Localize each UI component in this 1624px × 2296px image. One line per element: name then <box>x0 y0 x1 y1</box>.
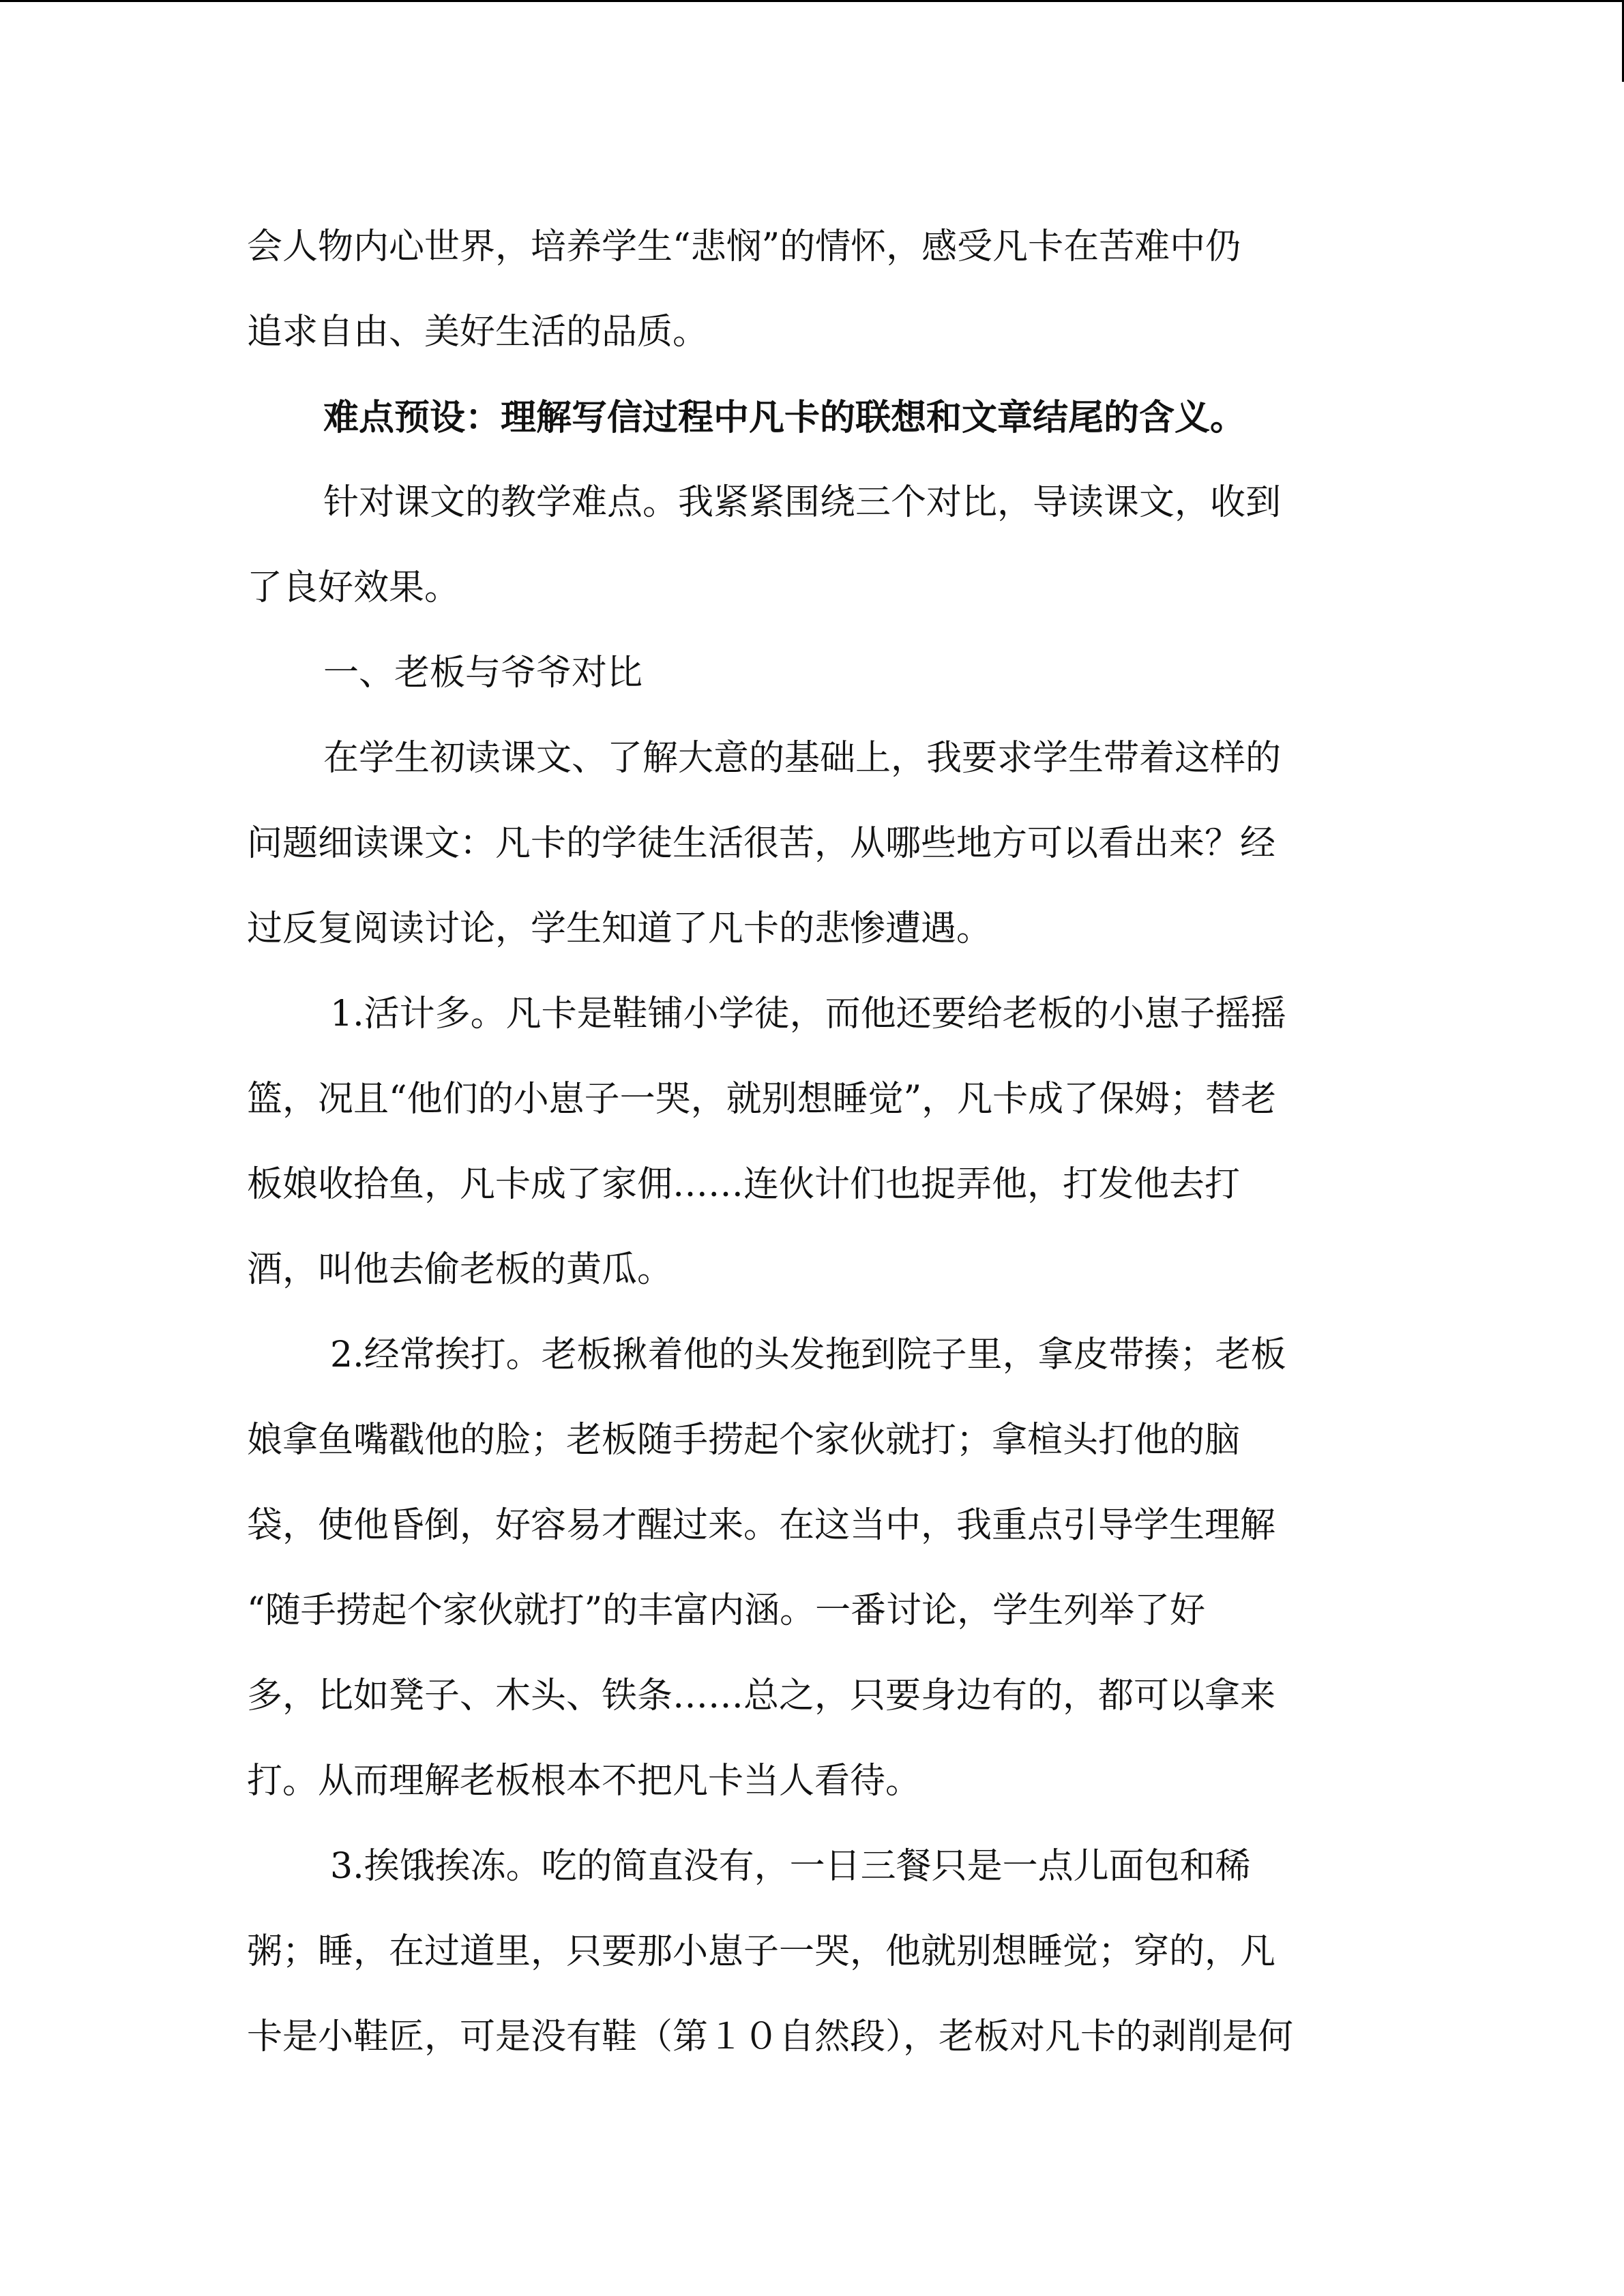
text-line: 打。从而理解老板根本不把凡卡当人看待。 <box>247 1761 921 1802</box>
text-line: 针对课文的教学难点。我紧紧围绕三个对比，导读课文，收到 <box>323 482 1282 523</box>
text-line: 过反复阅读讨论，学生知道了凡卡的悲惨遭遇。 <box>247 908 992 949</box>
text-line: 篮，况且“他们的小崽子一哭，就别想睡觉”，凡卡成了保姆；替老 <box>247 1079 1277 1120</box>
section-heading: 一、老板与爷爷对比 <box>323 653 643 694</box>
text-line: 3.挨饿挨冻。吃的简直没有，一日三餐只是一点儿面包和稀 <box>330 1846 1251 1887</box>
page-top-border <box>0 0 1624 2</box>
document-body <box>247 205 1372 2080</box>
text-line: 板娘收拾鱼，凡卡成了家佣……连伙计们也捉弄他，打发他去打 <box>247 1164 1241 1205</box>
text-line: 粥；睡，在过道里，只要那小崽子一哭，他就别想睡觉；穿的，凡 <box>247 1931 1276 1972</box>
text-line: 卡是小鞋匠，可是没有鞋（第１０自然段），老板对凡卡的剥削是何 <box>247 2016 1294 2057</box>
text-line: 1.活计多。凡卡是鞋铺小学徒，而他还要给老板的小崽子摇摇 <box>330 994 1286 1034</box>
text-line: 追求自由、美好生活的品质。 <box>247 312 709 353</box>
text-line: 2.经常挨打。老板揪着他的头发拖到院子里，拿皮带揍；老板 <box>330 1335 1286 1375</box>
text-line: 袋，使他昏倒，好容易才醒过来。在这当中，我重点引导学生理解 <box>247 1505 1276 1546</box>
text-line: 娘拿鱼嘴戳他的脸；老板随手捞起个家伙就打；拿楦头打他的脑 <box>247 1420 1241 1461</box>
text-line: 酒，叫他去偷老板的黄瓜。 <box>247 1249 673 1290</box>
text-line: 了良好效果。 <box>247 567 460 608</box>
text-line: 问题细读课文：凡卡的学徒生活很苦，从哪些地方可以看出来？经 <box>247 823 1276 864</box>
text-line: 在学生初读课文、了解大意的基础上，我要求学生带着这样的 <box>323 738 1282 779</box>
difficulty-heading: 难点预设：理解写信过程中凡卡的联想和文章结尾的含义。 <box>323 397 1246 438</box>
text-line: 会人物内心世界，培养学生“悲悯”的情怀，感受凡卡在苦难中仍 <box>247 226 1241 267</box>
text-line: “随手捞起个家伙就打”的丰富内涵。一番讨论，学生列举了好 <box>247 1590 1206 1631</box>
text-line: 多，比如凳子、木头、铁条……总之，只要身边有的，都可以拿来 <box>247 1675 1276 1716</box>
